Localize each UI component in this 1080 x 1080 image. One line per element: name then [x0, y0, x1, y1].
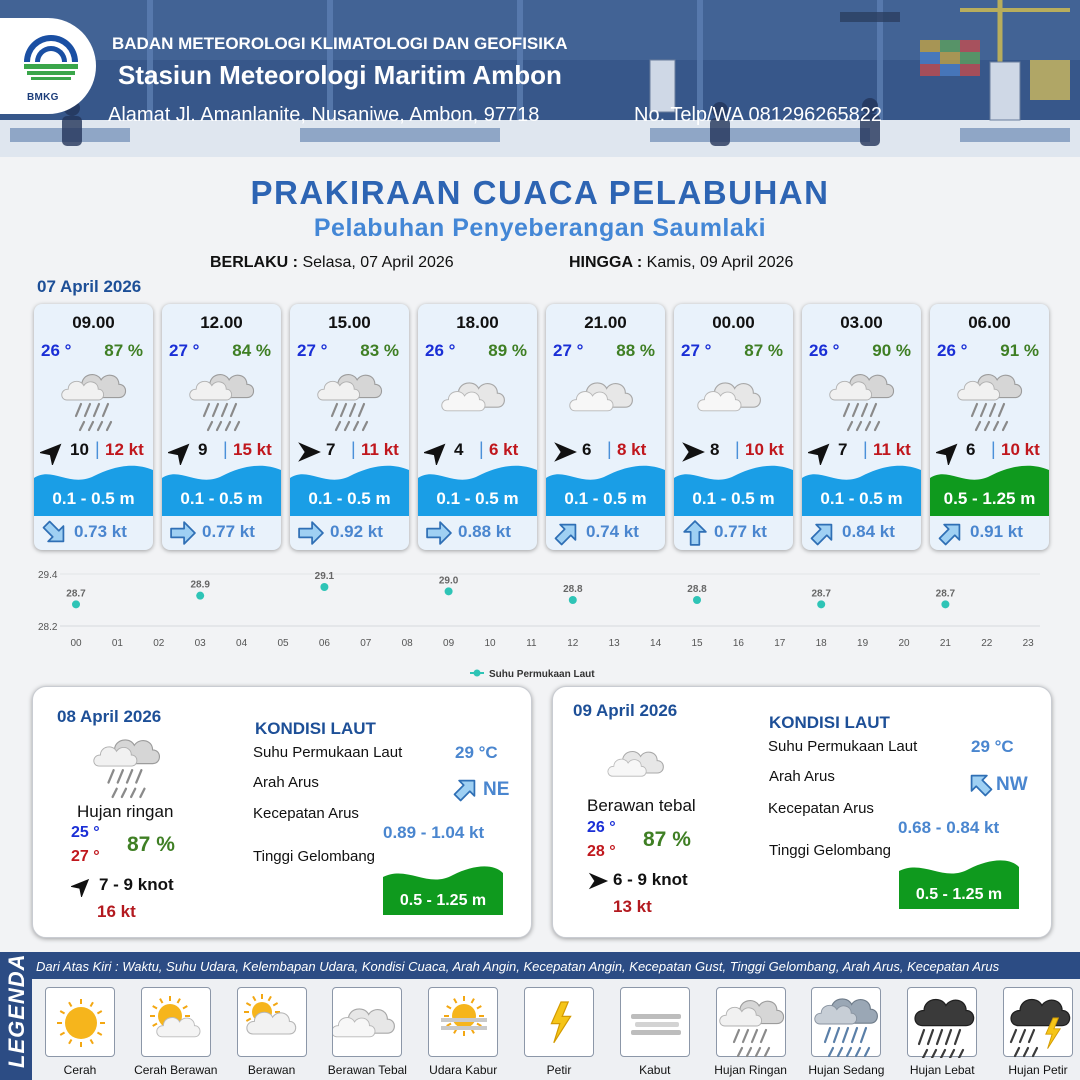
chart-data-label: 29.1	[314, 571, 335, 582]
day2-sst: 29 °C	[455, 743, 498, 762]
legend-title: LEGENDA	[4, 953, 29, 1068]
card-separator: |	[351, 439, 356, 459]
card-wave-height: 0.1 - 0.5 m	[180, 489, 263, 508]
card-humidity: 83 %	[360, 341, 399, 360]
card-current-speed: 0.84 kt	[842, 522, 895, 541]
card-gust: 10 kt	[745, 440, 784, 459]
forecast-card	[162, 304, 281, 550]
day3-sea-title: KONDISI LAUT	[769, 713, 890, 732]
chart-xtick-label: 15	[691, 638, 703, 649]
forecast-card	[802, 304, 921, 550]
hujan-ringan-icon	[184, 362, 260, 432]
hujan-lebat-icon	[908, 988, 978, 1058]
day2-temp-max: 27 °	[71, 848, 100, 865]
card-weather-icon	[440, 362, 516, 437]
chart-xtick-label: 17	[774, 638, 786, 649]
card-weather-icon	[568, 362, 644, 437]
card-wave-height: 0.1 - 0.5 m	[52, 489, 135, 508]
legend-item-label: Hujan Ringan	[714, 1063, 787, 1077]
card-wave-height: 0.1 - 0.5 m	[820, 489, 903, 508]
legend-item	[324, 987, 410, 1077]
berawan-icon	[238, 988, 308, 1058]
card-temperature: 26 °	[809, 341, 840, 360]
legend-description: Dari Atas Kiri : Waktu, Suhu Udara, Kelembapan Udara, Kondisi Cuaca, Arah Angin, Kecepatan Angin, Kecepatan Gust, Tinggi Gelombang, Arah Arus, Kecepatan Arus	[36, 959, 1000, 974]
hujan-sedang-icon	[812, 988, 882, 1058]
hujan-petir-icon	[1004, 988, 1074, 1058]
chart-ytick-label: 29.4	[38, 570, 58, 581]
card-current-direction	[42, 520, 68, 550]
card-time: 12.00	[200, 313, 243, 332]
legend-icon-box	[237, 987, 307, 1057]
arrow-north-icon	[682, 520, 708, 546]
legend-item	[612, 987, 698, 1077]
card-weather-icon	[952, 362, 1028, 437]
day3-current-speed-label: Kecepatan Arus	[768, 800, 874, 817]
card-current-direction	[554, 520, 580, 550]
chart-xtick-label: 19	[857, 638, 869, 649]
legend-item-label: Cerah Berawan	[134, 1063, 218, 1077]
card-gust: 11 kt	[873, 440, 911, 459]
chart-xtick-label: 01	[111, 638, 123, 649]
cerah-icon	[46, 988, 116, 1058]
card-separator: |	[991, 439, 996, 459]
legend-item-label: Kabut	[639, 1063, 671, 1077]
card-wave-height: 0.1 - 0.5 m	[564, 489, 647, 508]
arrow-northeast-icon	[453, 776, 479, 802]
chart-point	[569, 596, 577, 604]
hujan-ringan-icon	[89, 727, 165, 799]
day2-humidity: 87 %	[127, 833, 175, 856]
day3-current-dir: NW	[996, 774, 1028, 795]
chart-xtick-label: 03	[194, 638, 206, 649]
chart-xtick-label: 11	[526, 638, 537, 649]
day3-wave: 0.5 - 1.25 m	[915, 886, 1003, 903]
chart-point	[320, 583, 328, 591]
berawan-tebal-icon	[696, 362, 772, 432]
legend-icon-box	[1003, 987, 1073, 1057]
card-current-direction	[682, 520, 708, 550]
day3-wave-label: Tinggi Gelombang	[769, 842, 892, 859]
station-name: Stasiun Meteorologi Maritim Ambon	[118, 60, 562, 90]
legend-icon-box	[428, 987, 498, 1057]
forecast-card	[418, 304, 537, 550]
hujan-ringan-icon	[952, 362, 1028, 432]
card-temperature: 27 °	[169, 341, 200, 360]
card-current-speed: 0.73 kt	[74, 522, 127, 541]
day2-wave-label: Tinggi Gelombang	[253, 848, 376, 865]
arrow-east-icon	[587, 870, 609, 892]
card-time: 03.00	[840, 313, 883, 332]
day2-current-direction-icon	[453, 776, 479, 807]
chart-legend-label: Suhu Permukaan Laut	[489, 669, 595, 680]
card-separator: |	[223, 439, 228, 459]
card-separator: |	[735, 439, 740, 459]
station-address: Alamat Jl. Amanlanite, Nusaniwe, Ambon, 97718	[108, 104, 540, 126]
chart-data-label: 28.8	[687, 584, 707, 595]
sst-chart	[0, 560, 1080, 686]
legend-icon-box	[45, 987, 115, 1057]
chart-point	[817, 600, 825, 608]
chart-data-label: 28.9	[190, 579, 210, 591]
card-weather-icon	[184, 362, 260, 437]
legend-icon-box	[620, 987, 690, 1057]
card-temperature: 27 °	[297, 341, 328, 360]
legend-item-label: Hujan Lebat	[909, 1063, 975, 1077]
card-weather-icon	[824, 362, 900, 437]
day2-sea-title: KONDISI LAUT	[255, 719, 376, 738]
day3-temp-min: 26 °	[587, 819, 616, 836]
berawan-tebal-icon	[607, 733, 673, 795]
arrow-northeast-icon	[71, 875, 93, 897]
card-time: 18.00	[456, 313, 499, 332]
arrow-northeast-icon	[554, 520, 580, 546]
card-current-speed: 0.92 kt	[330, 522, 383, 541]
card-gust: 12 kt	[105, 440, 144, 459]
hujan-ringan-icon	[56, 362, 132, 432]
berawan-tebal-icon	[333, 988, 403, 1058]
chart-xtick-label: 09	[443, 638, 455, 649]
card-humidity: 87 %	[744, 341, 783, 360]
card-separator: |	[863, 439, 868, 459]
hujan-ringan-icon	[312, 362, 388, 432]
card-humidity: 88 %	[616, 341, 655, 360]
chart-xtick-label: 14	[650, 638, 662, 649]
chart-xtick-label: 00	[70, 638, 82, 649]
card-current-speed: 0.77 kt	[714, 522, 767, 541]
day3-wind-direction-icon	[587, 870, 609, 897]
day3-condition: Berawan tebal	[587, 796, 696, 815]
card-gust: 8 kt	[617, 440, 647, 459]
berawan-tebal-icon	[440, 362, 516, 432]
day2-sst-label: Suhu Permukaan Laut	[253, 744, 403, 761]
card-current-direction	[170, 520, 196, 550]
arrow-northeast-icon	[808, 439, 834, 465]
card-humidity: 91 %	[1000, 341, 1039, 360]
day3-humidity: 87 %	[643, 828, 691, 851]
card-separator: |	[479, 439, 484, 459]
day2-weather-icon	[89, 727, 165, 804]
card-wind-speed: 10	[70, 440, 89, 459]
chart-xtick-label: 08	[401, 638, 413, 649]
arrow-east-icon	[426, 520, 452, 546]
page-subtitle: Pelabuhan Penyeberangan Saumlaki	[313, 214, 767, 242]
day3-current-speed: 0.68 - 0.84 kt	[898, 818, 1000, 837]
arrow-east-icon	[552, 439, 578, 465]
day2-current-dir-label: Arah Arus	[253, 774, 319, 791]
valid-to-value: Kamis, 09 April 2026	[646, 254, 794, 271]
card-wind-speed: 8	[710, 440, 720, 459]
day3-panel	[552, 686, 1052, 938]
forecast-card	[290, 304, 409, 550]
chart-point	[693, 596, 701, 604]
card-current-direction	[938, 520, 964, 550]
chart-data-label: 28.8	[563, 584, 583, 595]
day3-date: 09 April 2026	[573, 701, 678, 720]
card-time: 21.00	[584, 313, 627, 332]
legend-item	[229, 987, 315, 1077]
legend-item	[995, 987, 1080, 1077]
legend-item	[516, 987, 602, 1077]
forecast-card	[34, 304, 153, 550]
day2-current-speed: 0.89 - 1.04 kt	[383, 823, 485, 842]
legend-item-label: Berawan Tebal	[327, 1063, 407, 1077]
logo-text: BMKG	[27, 92, 59, 103]
chart-xtick-label: 23	[1022, 638, 1034, 649]
petir-icon	[525, 988, 595, 1058]
legend-item-label: Hujan Petir	[1008, 1063, 1068, 1077]
chart-point	[941, 600, 949, 608]
card-wind-speed: 6	[966, 440, 976, 459]
card-wind-speed: 4	[454, 440, 464, 459]
cerah-berawan-icon	[142, 988, 212, 1058]
hujan-ringan-icon	[717, 988, 787, 1058]
chart-xtick-label: 18	[815, 638, 827, 649]
card-current-direction	[298, 520, 324, 550]
card-temperature: 26 °	[425, 341, 456, 360]
card-temperature: 27 °	[681, 341, 712, 360]
legend-item	[37, 987, 123, 1077]
card-wind-speed: 7	[326, 440, 336, 459]
day2-panel	[32, 686, 532, 938]
chart-xtick-label: 06	[318, 638, 330, 649]
station-contact: No. Telp/WA 081296265822	[634, 104, 882, 126]
chart-xtick-label: 16	[732, 638, 744, 649]
day3-sst: 29 °C	[971, 737, 1014, 756]
day3-gust: 13 kt	[613, 897, 652, 916]
chart-xtick-label: 05	[277, 638, 289, 649]
legend-icon-box	[907, 987, 977, 1057]
card-time: 09.00	[72, 313, 115, 332]
card-humidity: 89 %	[488, 341, 527, 360]
card-wind-speed: 6	[582, 440, 592, 459]
arrow-southeast-icon	[42, 520, 68, 546]
legend-icon-box	[524, 987, 594, 1057]
card-wave-height: 0.1 - 0.5 m	[308, 489, 391, 508]
card-temperature: 27 °	[553, 341, 584, 360]
card-gust: 15 kt	[233, 440, 272, 459]
card-separator: |	[95, 439, 100, 459]
legend-item-label: Petir	[546, 1063, 572, 1077]
valid-to-label: HINGGA :	[569, 254, 643, 271]
day2-date: 08 April 2026	[57, 707, 162, 726]
day3-current-dir-label: Arah Arus	[769, 768, 835, 785]
legend-icon-box	[716, 987, 786, 1057]
card-gust: 6 kt	[489, 440, 519, 459]
card-current-speed: 0.74 kt	[586, 522, 639, 541]
card-humidity: 87 %	[104, 341, 143, 360]
card-weather-icon	[696, 362, 772, 437]
card-temperature: 26 °	[41, 341, 72, 360]
day3-sst-label: Suhu Permukaan Laut	[768, 738, 918, 755]
chart-point	[72, 600, 80, 608]
legend-item	[803, 987, 889, 1077]
card-temperature: 26 °	[937, 341, 968, 360]
kabut-icon	[621, 988, 691, 1058]
day3-wind-speed: 6 - 9 knot	[613, 870, 688, 889]
chart-xtick-label: 20	[898, 638, 910, 649]
card-weather-icon	[56, 362, 132, 437]
chart-xtick-label: 04	[236, 638, 248, 649]
arrow-east-icon	[296, 439, 322, 465]
header-banner	[0, 0, 1080, 157]
day2-temp-min: 25 °	[71, 824, 100, 841]
chart-xtick-label: 12	[567, 638, 579, 649]
day1-date: 07 April 2026	[37, 277, 142, 296]
card-time: 06.00	[968, 313, 1011, 332]
chart-point	[445, 587, 453, 595]
chart-point	[196, 592, 204, 600]
legend-item-label: Cerah	[63, 1063, 97, 1077]
chart-xtick-label: 02	[153, 638, 165, 649]
day2-current-speed-label: Kecepatan Arus	[253, 805, 359, 822]
chart-xtick-label: 22	[981, 638, 993, 649]
card-wave-height: 0.1 - 0.5 m	[436, 489, 519, 508]
card-gust: 10 kt	[1001, 440, 1040, 459]
bmkg-logo-icon	[18, 32, 84, 88]
legend-icon-box	[811, 987, 881, 1057]
day2-wind-speed: 7 - 9 knot	[99, 875, 174, 894]
card-humidity: 90 %	[872, 341, 911, 360]
day2-condition: Hujan ringan	[77, 802, 174, 821]
valid-to	[569, 254, 793, 272]
arrow-northeast-icon	[936, 439, 962, 465]
card-time: 00.00	[712, 313, 755, 332]
card-current-speed: 0.91 kt	[970, 522, 1023, 541]
arrow-northeast-icon	[810, 520, 836, 546]
card-gust: 11 kt	[361, 440, 399, 459]
arrow-northeast-icon	[168, 439, 194, 465]
hujan-ringan-icon	[824, 362, 900, 432]
day2-wave: 0.5 - 1.25 m	[399, 892, 487, 909]
chart-data-label: 28.7	[66, 588, 86, 600]
legend-item-label: Berawan	[247, 1063, 296, 1077]
forecast-card	[546, 304, 665, 550]
card-humidity: 84 %	[232, 341, 271, 360]
legend-icon-box	[141, 987, 211, 1057]
card-wave-height: 0.1 - 0.5 m	[692, 489, 775, 508]
card-time: 15.00	[328, 313, 371, 332]
day2-current-dir: NE	[483, 779, 510, 800]
day3-current-direction-icon	[967, 771, 993, 802]
arrow-east-icon	[298, 520, 324, 546]
valid-from	[210, 254, 454, 272]
legend-item	[420, 987, 506, 1077]
card-current-speed: 0.88 kt	[458, 522, 511, 541]
arrow-east-icon	[680, 439, 706, 465]
chart-data-label: 29.0	[438, 575, 459, 587]
udara-kabur-icon	[429, 988, 499, 1058]
legend-item	[708, 987, 794, 1077]
legend-icon-box	[332, 987, 402, 1057]
card-current-direction	[810, 520, 836, 550]
arrow-northeast-icon	[938, 520, 964, 546]
legend-item-label: Hujan Sedang	[808, 1063, 885, 1077]
chart-ytick-label: 28.2	[38, 622, 58, 633]
chart-xtick-label: 13	[608, 638, 620, 649]
card-wind-speed: 9	[198, 440, 208, 459]
chart-legend-marker	[474, 670, 481, 677]
card-wind-speed: 7	[838, 440, 848, 459]
chart-xtick-label: 10	[484, 638, 496, 649]
chart-xtick-label: 21	[939, 638, 951, 649]
day2-gust: 16 kt	[97, 902, 136, 921]
card-current-speed: 0.77 kt	[202, 522, 255, 541]
arrow-northeast-icon	[40, 439, 66, 465]
forecast-card	[674, 304, 793, 550]
arrow-northwest-icon	[967, 771, 993, 797]
arrow-northeast-icon	[424, 439, 450, 465]
legend-item	[133, 987, 219, 1077]
page-title: PRAKIRAAN CUACA PELABUHAN	[250, 174, 830, 211]
card-wave-height: 0.5 - 1.25 m	[943, 489, 1036, 508]
berawan-tebal-icon	[568, 362, 644, 432]
valid-from-label: BERLAKU :	[210, 254, 298, 271]
card-weather-icon	[312, 362, 388, 437]
legend-item	[899, 987, 985, 1077]
day3-temp-max: 28 °	[587, 843, 616, 860]
valid-from-value: Selasa, 07 April 2026	[302, 254, 454, 271]
card-current-direction	[426, 520, 452, 550]
day2-wind-direction-icon	[71, 875, 93, 902]
day3-weather-icon	[607, 733, 673, 800]
forecast-card	[930, 304, 1049, 550]
chart-data-label: 28.7	[935, 588, 956, 600]
chart-data-label: 28.7	[811, 588, 831, 600]
arrow-east-icon	[170, 520, 196, 546]
card-separator: |	[607, 439, 612, 459]
chart-xtick-label: 07	[360, 638, 372, 649]
legend-item-label: Udara Kabur	[429, 1063, 498, 1077]
agency-name: BADAN METEOROLOGI KLIMATOLOGI DAN GEOFISIKA	[112, 34, 568, 53]
